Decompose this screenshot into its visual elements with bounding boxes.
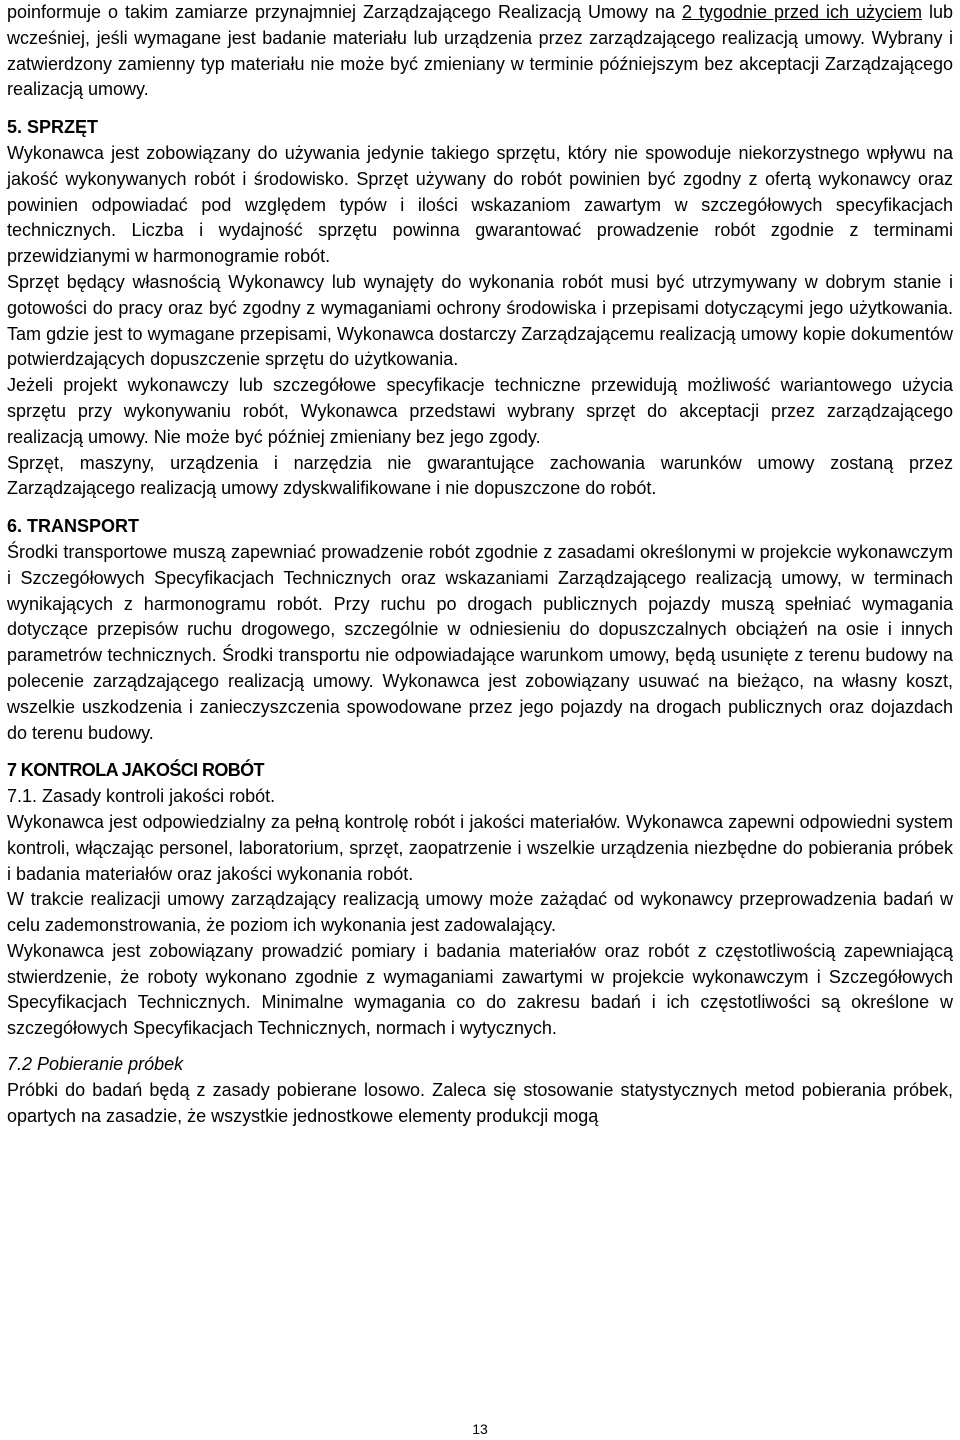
section-5-heading: 5. SPRZĘT (7, 117, 99, 138)
section-5-paragraph-4: Sprzęt, maszyny, urządzenia i narzędzia nie gwarantujące zachowania warunków umowy zostaną przez Zarządzającego realizacją umowy zdyskwalifikowane i nie dopuszczone do robót. (7, 452, 953, 499)
section-5-paragraph-1: Wykonawca jest zobowiązany do używania jedynie takiego sprzętu, który nie spowoduje niekorzystnego wpływu na jakość wykonywanych robót i środowisko. Sprzęt używany do robót powinien być zgodny z ofertą wykonawcy oraz powinien odpowiadać pod względem typów i ilości wskazaniom zawartym w szczegółowych specyfikacjach technicznych. Liczba i wydajność sprzętu powinna gwarantować prowadzenie robót zgodnie z terminami przewidzianymi w harmonogramie robót. (7, 142, 953, 267)
section-7-2-heading: 7.2 Pobieranie próbek (7, 1054, 184, 1075)
section-5-paragraph-2: Sprzęt będący własnością Wykonawcy lub wynajęty do wykonania robót musi być utrzymywany w dobrym stanie i gotowości do pracy oraz być zgodny z wymaganiami ochrony środowiska i przepisami dotyczącymi jego użytkowania. Tam gdzie jest to wymagane przepisami, Wykonawca dostarczy Zarządzającemu realizacją umowy kopie dokumentów potwierdzających dopuszczenie sprzętu do użytkowania. (7, 271, 953, 370)
intro-text-start: poinformuje o takim zamiarze przynajmniej Zarządzającego Realizacją Umowy na (7, 2, 682, 22)
document-page (7, 0, 953, 1129)
section-7-1-paragraph-3: Wykonawca jest zobowiązany prowadzić pomiary i badania materiałów oraz robót z częstotliwością zapewniającą stwierdzenie, że roboty wykonano zgodnie z wymaganiami zawartymi w projekcie wykonawczym i Szczegółowych Specyfikacjach Technicznych. Minimalne wymagania co do zakresu badań i ich częstotliwości są określone w szczegółowych Specyfikacjach Technicznych, normach i wytycznych. (7, 940, 953, 1039)
intro-paragraph (7, 0, 953, 103)
section-7-2-paragraph-1: Próbki do badań będą z zasady pobierane losowo. Zaleca się stosowanie statystycznych metod pobierania próbek, opartych na zasadzie, że wszystkie jednostkowe elementy produkcji mogą (7, 1079, 953, 1126)
section-7-1-paragraph-2: W trakcie realizacji umowy zarządzający realizacją umowy może zażądać od wykonawcy przeprowadzenia badań w celu zademonstrowania, że poziom ich wykonania jest zadowalający. (7, 889, 953, 936)
intro-underlined-text: 2 tygodnie przed ich użyciem (682, 2, 922, 22)
page-number: 13 (472, 1421, 488, 1437)
section-7-1-heading: 7.1. Zasady kontroli jakości robót. (7, 786, 276, 807)
section-6-heading: 6. TRANSPORT (7, 516, 140, 537)
section-5-paragraph-3: Jeżeli projekt wykonawczy lub szczegółowe specyfikacje techniczne przewidują możliwość wariantowego użycia sprzętu przy wykonywaniu robót, Wykonawca przedstawi wybrany sprzęt do akceptacji przez zarządzającego realizacją umowy. Nie może być później zmieniany bez jego zgody. (7, 375, 953, 447)
intro-text-end: lub wcześniej, jeśli wymagane jest badanie materiału lub urządzenia przez zarządzającego realizacją umowy. Wybrany i zatwierdzony zamienny typ materiału nie może być zmieniany w terminie późniejszym bez akceptacji Zarządzającego realizacją umowy. (7, 2, 953, 100)
section-7-heading: 7 KONTROLA JAKOŚCI ROBÓT (7, 760, 264, 781)
section-7-1-paragraph-1: Wykonawca jest odpowiedzialny za pełną kontrolę robót i jakości materiałów. Wykonawca zapewni odpowiedni system kontroli, włączając personel, laboratorium, sprzęt, zaopatrzenie i wszelkie urządzenia niezbędne do pobierania próbek i badania materiałów oraz jakości wykonania robót. (7, 811, 953, 884)
section-6-paragraph-1: Środki transportowe muszą zapewniać prowadzenie robót zgodnie z zasadami określonymi w projekcie wykonawczym i Szczegółowych Specyfikacjach Technicznych oraz wskazaniami Zarządzającego realizacją umowy, w terminach wynikających z harmonogramu robót. Przy ruchu po drogach publicznych pojazdy muszą spełniać wymagania dotyczące przepisów ruchu drogowego, szczególnie w odniesieniu do dopuszczalnych obciążeń na osie i innych parametrów technicznych. Środki transportu nie odpowiadające warunkom umowy, będą usunięte z terenu budowy na polecenie zarządzającego realizacją umowy. Wykonawca jest zobowiązany usuwać na bieżąco, na własny koszt, wszelkie uszkodzenia i zanieczyszczenia spowodowane przez jego pojazdy na drogach publicznych oraz dojazdach do terenu budowy. (7, 541, 953, 743)
